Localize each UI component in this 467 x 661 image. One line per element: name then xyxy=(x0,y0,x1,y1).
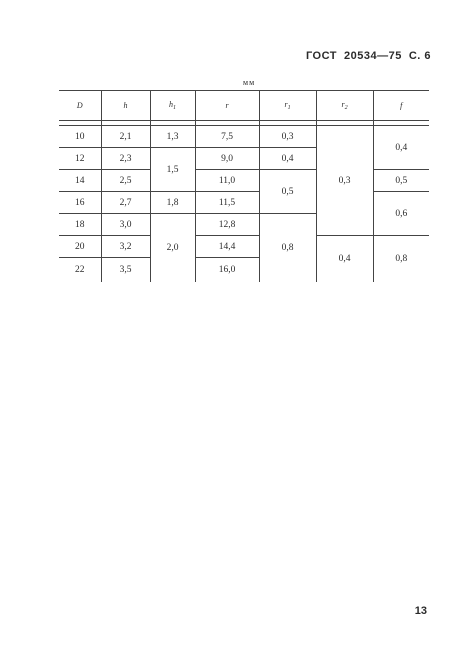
table-row xyxy=(59,192,429,214)
table-row xyxy=(59,126,429,148)
table-row xyxy=(59,170,429,192)
cell-d: 22 xyxy=(75,265,85,275)
column-header-r1: $r_1$ xyxy=(259,91,316,121)
column-header-d: D xyxy=(59,91,101,121)
cell-d: 14 xyxy=(59,170,101,192)
cell-h: 2,5 xyxy=(101,170,150,192)
cell-h1: 1,8 xyxy=(150,192,195,214)
cell-h1: 1,3 xyxy=(150,126,195,148)
cell-d: 10 xyxy=(59,126,101,148)
cell-r: 9,0 xyxy=(195,148,259,170)
cell-h: 2,3 xyxy=(101,148,150,170)
page-number: 13 xyxy=(414,605,427,617)
cell-r1: 0,5 xyxy=(259,170,316,214)
cell-d: 12 xyxy=(59,148,101,170)
table-header-row xyxy=(59,91,429,121)
cell-r: 14,4 xyxy=(195,236,259,258)
cell-h1: 2,0 xyxy=(150,214,195,283)
standard-label: ГОСТ xyxy=(305,50,337,62)
cell-r2: 0,3 xyxy=(316,126,373,236)
cell-f: 0,5 xyxy=(373,170,429,192)
cell-f: 0,4 xyxy=(373,126,429,170)
column-header-f: f xyxy=(373,91,429,121)
column-header-h: h xyxy=(101,91,150,121)
cell-r1: 0,8 xyxy=(259,214,316,283)
cell-h: 2,1 xyxy=(101,126,150,148)
unit-label: мм xyxy=(243,78,256,87)
standard-number: 20534—75 xyxy=(343,50,402,62)
table-row xyxy=(59,236,429,258)
cell-r: 11,5 xyxy=(195,192,259,214)
cell-r: 16,0 xyxy=(195,258,259,283)
cell-d: 16 xyxy=(59,192,101,214)
cell-d: 18 xyxy=(59,214,101,236)
cell-r: 11,0 xyxy=(195,170,259,192)
cell-r: 7,5 xyxy=(195,126,259,148)
cell-h: 3,2 xyxy=(101,236,150,258)
cell-r2: 0,4 xyxy=(316,236,373,283)
cell-h: 2,7 xyxy=(101,192,150,214)
page-label: С. 6 xyxy=(408,50,431,62)
cell-d: 20 xyxy=(59,236,101,258)
page-header xyxy=(306,50,431,62)
cell-f: 0,6 xyxy=(373,192,429,236)
cell-f: 0,8 xyxy=(373,236,429,283)
column-header-r: r xyxy=(195,91,259,121)
cell-h: 3,5 xyxy=(101,258,150,283)
column-header-h1: $h_1$ xyxy=(150,91,195,121)
column-header-r2: $r_2$ xyxy=(316,91,373,121)
cell-r1: 0,3 xyxy=(259,126,316,148)
cell-h: 3,0 xyxy=(101,214,150,236)
cell-h1: 1,5 xyxy=(150,148,195,192)
cell-r1: 0,4 xyxy=(259,148,316,170)
cell-r: 12,8 xyxy=(195,214,259,236)
dimensions-table xyxy=(59,90,429,282)
